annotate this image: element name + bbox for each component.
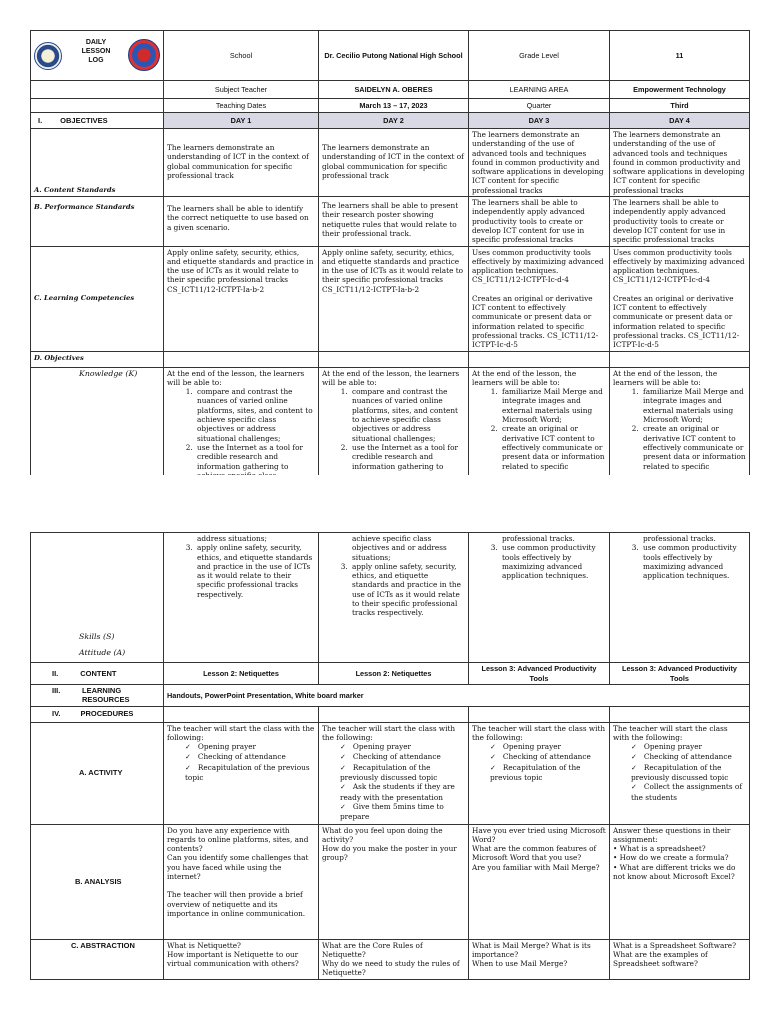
perf-std-day2: The learners shall be able to present their research poster showing netiquette rules that would relate to their professional track. xyxy=(319,197,469,246)
activity-label: A. ACTIVITY xyxy=(31,722,164,824)
area-label: LEARNING AREA xyxy=(469,81,610,99)
dll-table-page2 xyxy=(30,532,750,980)
skills-attitude-label xyxy=(31,533,164,663)
resources-heading: III. LEARNING RESOURCES xyxy=(31,685,164,707)
cont-day3: professional tracks. 3. use common productivity tools effectively by maximizing advanced application techniques. xyxy=(469,533,610,663)
content-day3: Lesson 3: Advanced Productivity Tools xyxy=(469,663,610,685)
quarter-label: Quarter xyxy=(469,99,610,113)
school-label: School xyxy=(164,31,319,81)
blank-cell xyxy=(610,351,750,367)
teacher-value: SAIDELYN A. OBERES xyxy=(319,81,469,99)
abstraction-day4: What is a Spreadsheet Software? What are the examples of Spreadsheet software? xyxy=(610,939,750,979)
activity-day2: The teacher will start the class with the following: ✓ Opening prayer ✓ Checking of attendance ✓ Recapitulation of the previously discussed topic ✓ Ask the students if they are ready with the presentation ✓ Give them 5mins time to prepare xyxy=(319,722,469,824)
blank-cell xyxy=(469,706,610,722)
competencies-day4: Uses common productivity tools effectively by maximizing advanced application techniques. CS_ICT11/12-ICTPT-Ic-d-4 Creates an original or derivative ICT content to effectively communicate or present data or information related to specific professional tracks. CS_ICT11/12-ICTPT-Ic-d-5 xyxy=(610,246,750,351)
perf-std-day3: The learners shall be able to independently apply advanced productivity tools to create or develop ICT content for use in specific professional tracks xyxy=(469,197,610,246)
procedures-heading: IV. PROCEDURES xyxy=(31,706,164,722)
blank-cell xyxy=(469,351,610,367)
cont-day1: address situations; 3. apply online safety, security, ethics, and etiquette standards and practice in the use of ICTs as it would relate to their specific professional tracks respectively. xyxy=(164,533,319,663)
d-objectives-label: D. Objectives xyxy=(31,351,164,367)
cont-day4: professional tracks. 3. use common productivity tools effectively by maximizing advanced application techniques. xyxy=(610,533,750,663)
blank-cell xyxy=(164,351,319,367)
day2-heading: DAY 2 xyxy=(319,113,469,129)
blank-cell xyxy=(164,706,319,722)
objectives-heading: I. OBJECTIVES xyxy=(31,113,164,129)
abstraction-label: C. ABSTRACTION xyxy=(31,939,164,979)
content-std-day1: The learners demonstrate an understanding of ICT in the context of global communication for specific professional track xyxy=(164,129,319,197)
content-std-day2: The learners demonstrate an understanding of ICT in the context of global communication for specific professional track xyxy=(319,129,469,197)
skills-label: Skills (S) xyxy=(79,632,115,641)
dates-label: Teaching Dates xyxy=(164,99,319,113)
dates-value: March 13 – 17, 2023 xyxy=(319,99,469,113)
knowledge-day2: At the end of the lesson, the learners will be able to: 1. compare and contrast the nuances of varied online platforms, sites, and content to achieve specific class objectives or address situational challenges; 2. use the Internet as a tool for credible research and information gathering to xyxy=(319,367,469,491)
attitude-label: Attitude (A) xyxy=(79,648,126,657)
competencies-day1: Apply online safety, security, ethics, and etiquette standards and practice in the use of ICTs as it would relate to their specific professional tracks CS_ICT11/12-ICTPT-Ia-b-2 xyxy=(164,246,319,351)
knowledge-label: Knowledge (K) xyxy=(31,367,164,491)
analysis-label: B. ANALYSIS xyxy=(31,824,164,939)
knowledge-day1: At the end of the lesson, the learners will be able to: 1. compare and contrast the nuances of varied online platforms, sites, and content to achieve specific class objectives or address situational challenges; 2. use the Internet as a tool for credible research and information gathering to xyxy=(164,367,319,491)
school-seal-icon xyxy=(128,39,160,71)
day3-heading: DAY 3 xyxy=(469,113,610,129)
perf-std-day4: The learners shall be able to independently apply advanced productivity tools to create or develop ICT content for use in specific professional tracks xyxy=(610,197,750,246)
analysis-day3: Have you ever tried using Microsoft Word? What are the common features of Microsoft Word that you use? Are you familiar with Mail Merge? xyxy=(469,824,610,939)
blank-cell xyxy=(31,81,164,99)
content-day1: Lesson 2: Netiquettes xyxy=(164,663,319,685)
resources-value: Handouts, PowerPoint Presentation, White board marker xyxy=(164,685,750,707)
knowledge-day3: At the end of the lesson, the learners will be able to: 1. familiarize Mail Merge and integrate images and external materials using Microsoft Word; 2. create an original or derivative ICT content to effectively communicate or present data or information related to specific xyxy=(469,367,610,491)
analysis-day1: Do you have any experience with regards to online platforms, sites, and contents? Can you identify some challenges that you have faced while using the internet? The teacher will then provide a brief overview of netiquette and its importance in online communication. xyxy=(164,824,319,939)
performance-standards-label: B. Performance Standards xyxy=(31,197,164,246)
abstraction-day2: What are the Core Rules of Netiquette? Why do we need to study the rules of Netiquette? xyxy=(319,939,469,979)
grade-value: 11 xyxy=(610,31,750,81)
learning-competencies-label: C. Learning Competencies xyxy=(31,246,164,351)
knowledge-day4: At the end of the lesson, the learners will be able to: 1. familiarize Mail Merge and integrate images and external materials using Microsoft Word; 2. create an original or derivative ICT content to effectively communicate or present data or information related to specific xyxy=(610,367,750,491)
analysis-day4: Answer these questions in their assignment: • What is a spreadsheet? • How do we create a formula? • What are different tricks we do not know about Microsoft Excel? xyxy=(610,824,750,939)
day1-heading: DAY 1 xyxy=(164,113,319,129)
content-std-day4: The learners demonstrate an understanding of the use of advanced tools and techniques found in common productivity and software applications in developing ICT content for specific professional tracks xyxy=(610,129,750,197)
grade-label: Grade Level xyxy=(469,31,610,81)
content-day2: Lesson 2: Netiquettes xyxy=(319,663,469,685)
area-value: Empowerment Technology xyxy=(610,81,750,99)
abstraction-day1: What is Netiquette? How important is Netiquette to our virtual communication with others? xyxy=(164,939,319,979)
quarter-value: Third xyxy=(610,99,750,113)
dll-title: DAILY LESSON LOG xyxy=(81,38,111,64)
blank-cell xyxy=(610,706,750,722)
activity-day3: The teacher will start the class with the following: ✓ Opening prayer ✓ Checking of attendance ✓ Recapitulation of the previous topic xyxy=(469,722,610,824)
competencies-day2: Apply online safety, security, ethics, and etiquette standards and practice in the use of ICTs as it would relate to their specific professional tracks CS_ICT11/12-ICTPT-Ia-b-2 xyxy=(319,246,469,351)
perf-std-day1: The learners shall be able to identify the correct netiquette to use based on a given scenario. xyxy=(164,197,319,246)
activity-day1: The teacher will start the class with the following: ✓ Opening prayer ✓ Checking of attendance ✓ Recapitulation of the previous topic xyxy=(164,722,319,824)
activity-day4: The teacher will start the class with the following: ✓ Opening prayer ✓ Checking of attendance ✓ Recapitulation of the previously discussed topic ✓ Collect the assignments of the students xyxy=(610,722,750,824)
blank-cell xyxy=(31,99,164,113)
blank-cell xyxy=(319,351,469,367)
abstraction-day3: What is Mail Merge? What is its importance? When to use Mail Merge? xyxy=(469,939,610,979)
content-std-day3: The learners demonstrate an understanding of the use of advanced tools and techniques found in common productivity and software applications in developing ICT content for specific professional tracks xyxy=(469,129,610,197)
blank-cell xyxy=(319,706,469,722)
day4-heading: DAY 4 xyxy=(610,113,750,129)
cont-day2: achieve specific class objectives and or address situations; 3. apply online safety, security, ethics, and etiquette standards and practice in the use of ICTs as it would relate to their specific professional tracks respectively. xyxy=(319,533,469,663)
dll-table-page1 xyxy=(30,30,750,491)
content-standards-label: A. Content Standards xyxy=(31,129,164,197)
analysis-day2: What do you feel upon doing the activity? How do you make the poster in your group? xyxy=(319,824,469,939)
competencies-day3: Uses common productivity tools effectively by maximizing advanced application techniques. CS_ICT11/12-ICTPT-Ic-d-4 Creates an original or derivative ICT content to effectively communicate or present data or information related to specific professional tracks. CS_ICT11/12-ICTPT-Ic-d-5 xyxy=(469,246,610,351)
content-heading: II. CONTENT xyxy=(31,663,164,685)
school-value: Dr. Cecilio Putong National High School xyxy=(319,31,469,81)
deped-seal-icon xyxy=(34,42,62,70)
page-break xyxy=(0,475,768,533)
teacher-label: Subject Teacher xyxy=(164,81,319,99)
content-day4: Lesson 3: Advanced Productivity Tools xyxy=(610,663,750,685)
logo-cell xyxy=(31,31,164,81)
